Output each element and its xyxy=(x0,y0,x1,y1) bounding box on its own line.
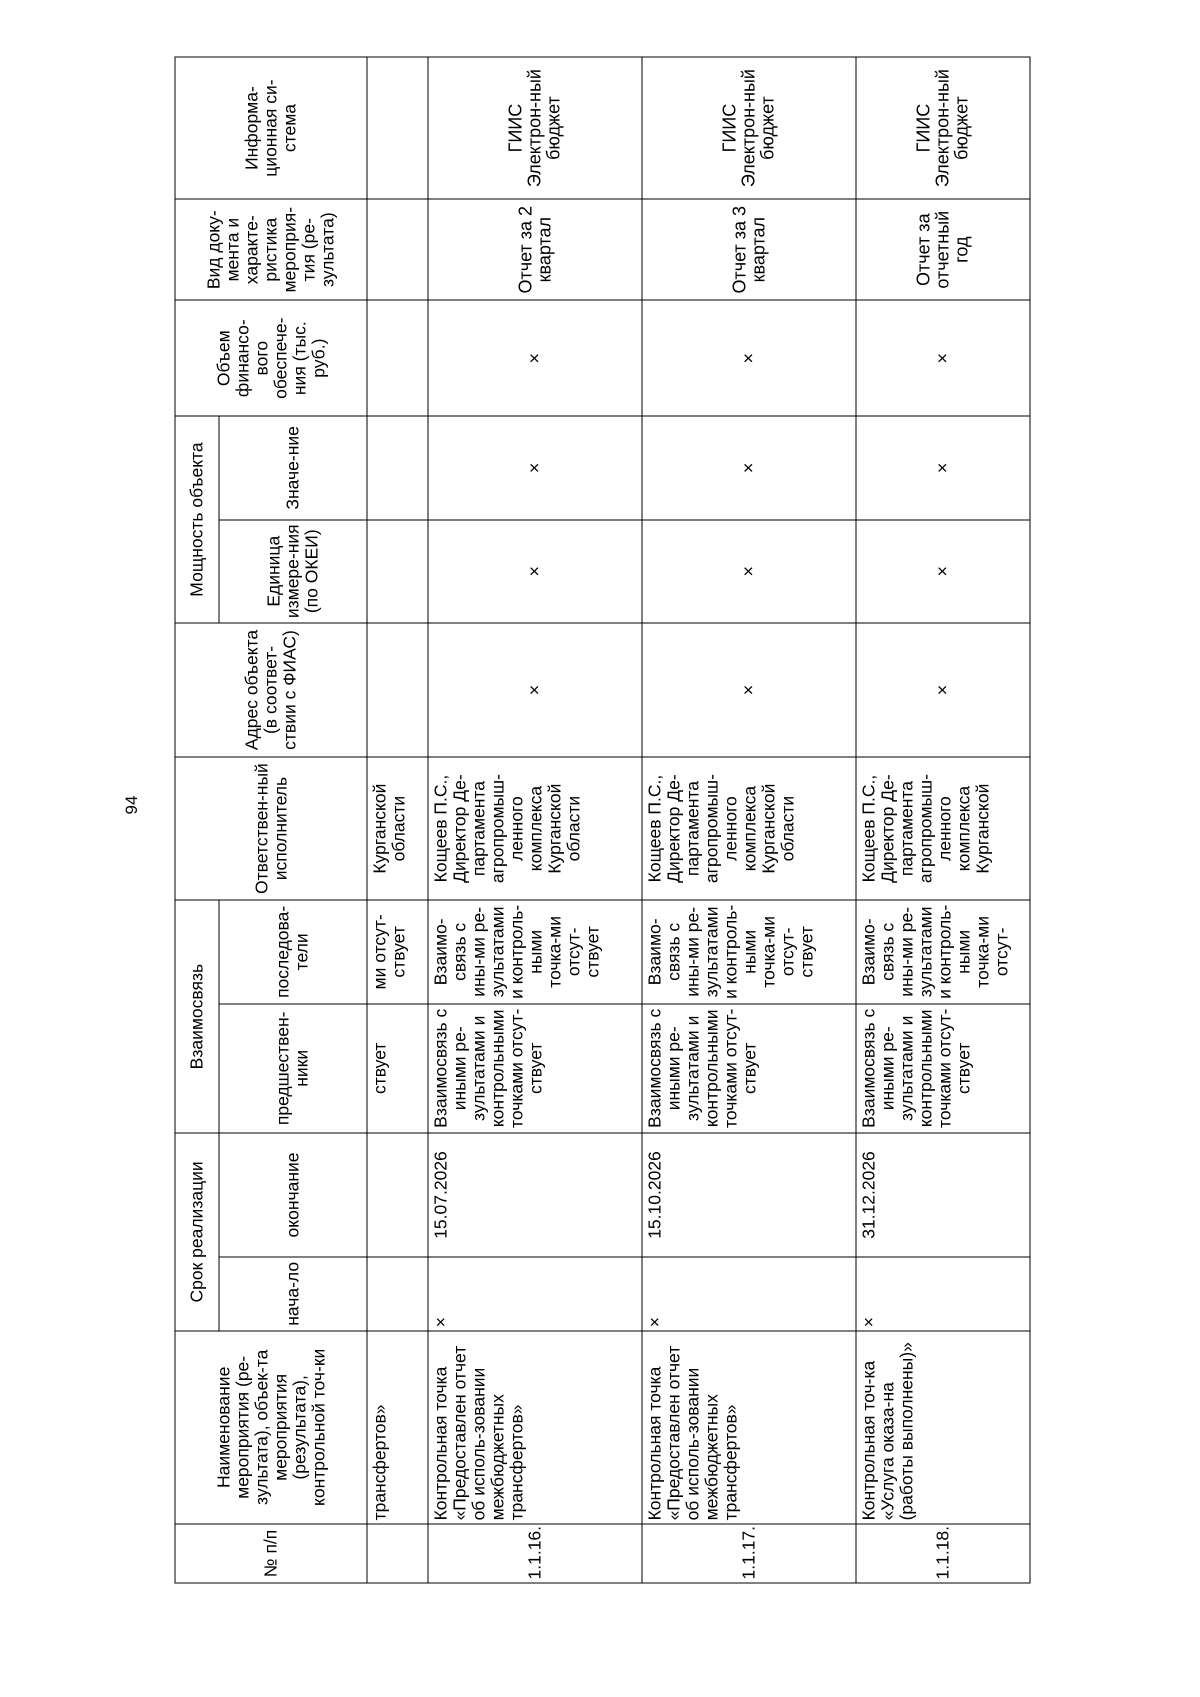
row-pred: Взаимосвязь с иными ре-зультатами и контрольными точками отсут-ствует xyxy=(856,1004,1030,1134)
header-responsible: Ответствен-ный исполнитель xyxy=(175,757,367,900)
row-document: Отчет за 2 квартал xyxy=(428,199,642,300)
row-unit xyxy=(367,520,428,623)
row-system xyxy=(367,57,428,199)
header-address: Адрес объекта (в соответ-ствии с ФИАС) xyxy=(175,623,367,757)
row-name: Контрольная точка «Предоставлен отчет об исполь-зовании межбюджетных трансфертов» xyxy=(428,1331,642,1524)
header-cap-value: Значе-ние xyxy=(219,416,368,519)
header-name: Наименование мероприятия (ре-зультата), объек-та мероприятия (результата), контрольной точ-ки xyxy=(175,1331,367,1524)
row-value: × xyxy=(642,416,856,519)
row-finance: × xyxy=(642,300,856,416)
rotated-table-area xyxy=(175,56,1030,1584)
table-row xyxy=(642,57,856,1583)
row-value: × xyxy=(856,416,1030,519)
row-document: Отчет за отчетный год xyxy=(856,199,1030,300)
row-finance: × xyxy=(428,300,642,416)
row-unit: × xyxy=(642,520,856,623)
header-term: Срок реализации xyxy=(175,1133,219,1331)
row-responsible: Кощеев П.С., Директор Де-партамента агропромыш-ленного комплекса Курганской xyxy=(856,757,1030,900)
row-document: Отчет за 3 квартал xyxy=(642,199,856,300)
row-succ: ми отсут-ствует xyxy=(367,900,428,1003)
row-start: × xyxy=(856,1257,1030,1331)
row-pred: Взаимосвязь с иными ре-зультатами и контрольными точками отсут-ствует xyxy=(428,1004,642,1134)
row-responsible: Курганской области xyxy=(367,757,428,900)
row-document xyxy=(367,199,428,300)
header-link-succ: последова-тели xyxy=(219,900,368,1003)
header-term-end: окончание xyxy=(219,1133,368,1257)
row-succ: Взаимо-связь с ины-ми ре-зультатами и контроль-ными точка-ми отсут- xyxy=(856,900,1030,1003)
row-value xyxy=(367,416,428,519)
row-pred: Взаимосвязь с иными ре-зультатами и контрольными точками отсут-ствует xyxy=(642,1004,856,1134)
row-finance: × xyxy=(856,300,1030,416)
row-start xyxy=(367,1257,428,1331)
header-document: Вид доку-мента и характе-ристика мероприя-тия (ре-зультата) xyxy=(175,199,367,300)
row-system: ГИИС Электрон-ный бюджет xyxy=(642,57,856,199)
row-end xyxy=(367,1133,428,1257)
row-end: 15.07.2026 xyxy=(428,1133,642,1257)
row-end: 15.10.2026 xyxy=(642,1133,856,1257)
row-system: ГИИС Электрон-ный бюджет xyxy=(856,57,1030,199)
row-succ: Взаимо-связь с ины-ми ре-зультатами и контроль-ными точка-ми отсут-ствует xyxy=(428,900,642,1003)
row-address: × xyxy=(642,623,856,757)
row-unit: × xyxy=(428,520,642,623)
row-succ: Взаимо-связь с ины-ми ре-зультатами и контроль-ными точка-ми отсут-ствует xyxy=(642,900,856,1003)
page-number: 94 xyxy=(122,795,141,815)
row-responsible: Кощеев П.С., Директор Де-партамента агропромыш-ленного комплекса Курганской области xyxy=(428,757,642,900)
header-cap-unit: Единица измере-ния (по ОКЕИ) xyxy=(219,520,368,623)
row-end: 31.12.2026 xyxy=(856,1133,1030,1257)
table-row xyxy=(428,57,642,1583)
header-term-start: нача-ло xyxy=(219,1257,368,1331)
row-num: 1.1.17. xyxy=(642,1524,856,1583)
table-wrapper xyxy=(175,57,1031,1584)
row-unit: × xyxy=(856,520,1030,623)
row-value: × xyxy=(428,416,642,519)
row-name: Контрольная точ-ка «Услуга оказа-на (работы выполнены)» xyxy=(856,1331,1030,1524)
row-finance xyxy=(367,300,428,416)
schedule-table xyxy=(175,57,1031,1584)
row-start: × xyxy=(642,1257,856,1331)
row-num: 1.1.16. xyxy=(428,1524,642,1583)
header-finance: Объем финансо-вого обеспече-ния (тыс. руб.) xyxy=(175,300,367,416)
row-name: Контрольная точка «Предоставлен отчет об исполь-зовании межбюджетных трансфертов» xyxy=(642,1331,856,1524)
row-name: трансфертов» xyxy=(367,1331,428,1524)
row-pred: ствует xyxy=(367,1004,428,1134)
table-row xyxy=(367,57,428,1583)
row-num xyxy=(367,1524,428,1583)
header-system: Информа-ционная си-стема xyxy=(175,57,367,199)
row-address: × xyxy=(428,623,642,757)
row-address xyxy=(367,623,428,757)
row-responsible: Кощеев П.С., Директор Де-партамента агропромыш-ленного комплекса Курганской области xyxy=(642,757,856,900)
row-address: × xyxy=(856,623,1030,757)
header-link-pred: предшествен-ники xyxy=(219,1004,368,1134)
header-row-1 xyxy=(175,57,219,1583)
row-system: ГИИС Электрон-ный бюджет xyxy=(428,57,642,199)
row-start: × xyxy=(428,1257,642,1331)
header-capacity: Мощность объекта xyxy=(175,416,219,623)
header-link: Взаимосвязь xyxy=(175,900,219,1133)
row-num: 1.1.18. xyxy=(856,1524,1030,1583)
header-num: № п/п xyxy=(175,1524,367,1583)
table-row xyxy=(856,57,1030,1583)
